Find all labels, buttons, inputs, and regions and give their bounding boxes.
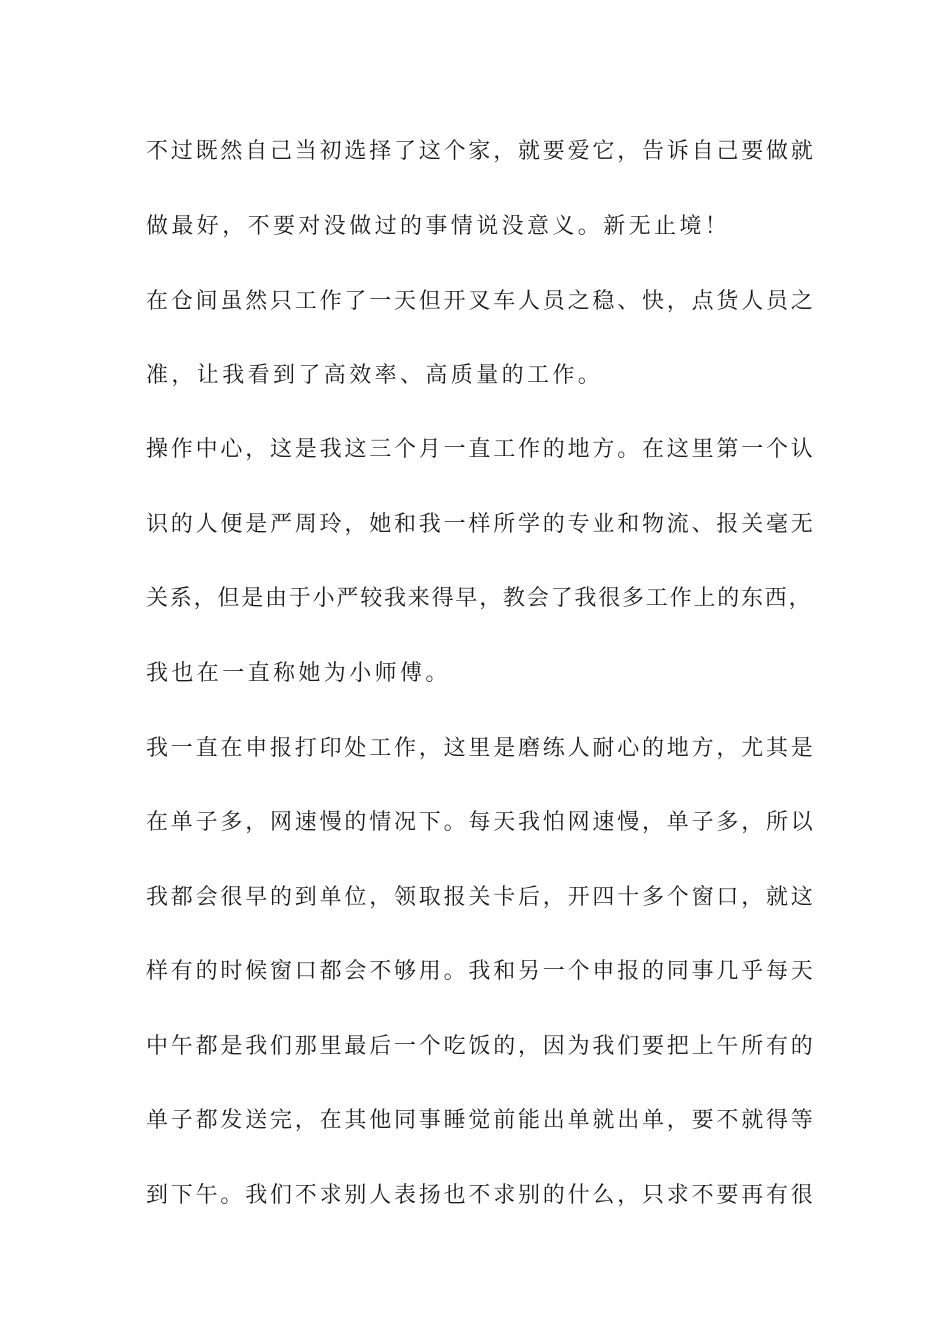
text-line-11: 我都会很早的到单位，领取报关卡后，开四十多个窗口，就这 xyxy=(146,885,816,910)
text-line-10: 在单子多，网速慢的情况下。每天我怕网速慢，单子多，所以 xyxy=(146,810,816,835)
text-line-3: 在仓间虽然只工作了一天但开叉车人员之稳、快，点货人员之 xyxy=(146,289,816,314)
text-line-1: 不过既然自己当初选择了这个家，就要爱它，告诉自己要做就 xyxy=(146,139,816,164)
text-line-12: 样有的时候窗口都会不够用。我和另一个申报的同事几乎每天 xyxy=(146,959,816,984)
text-line-5: 操作中心，这是我这三个月一直工作的地方。在这里第一个认 xyxy=(146,437,816,462)
text-line-13: 中午都是我们那里最后一个吃饭的，因为我们要把上午所有的 xyxy=(146,1034,816,1059)
text-line-15: 到下午。我们不求别人表扬也不求别的什么，只求不要再有很 xyxy=(146,1183,816,1208)
text-line-14: 单子都发送完，在其他同事睡觉前能出单就出单，要不就得等 xyxy=(146,1108,816,1133)
text-line-4: 准，让我看到了高效率、高质量的工作。 xyxy=(146,363,604,388)
text-line-2: 做最好，不要对没做过的事情说没意义。新无止境！ xyxy=(146,214,731,239)
text-line-9: 我一直在申报打印处工作，这里是磨练人耐心的地方，尤其是 xyxy=(146,736,816,761)
text-line-6: 识的人便是严周玲，她和我一样所学的专业和物流、报关毫无 xyxy=(146,512,816,537)
text-line-7: 关系，但是由于小严较我来得早，教会了我很多工作上的东西， xyxy=(146,586,813,611)
text-line-8: 我也在一直称她为小师傅。 xyxy=(146,661,451,686)
